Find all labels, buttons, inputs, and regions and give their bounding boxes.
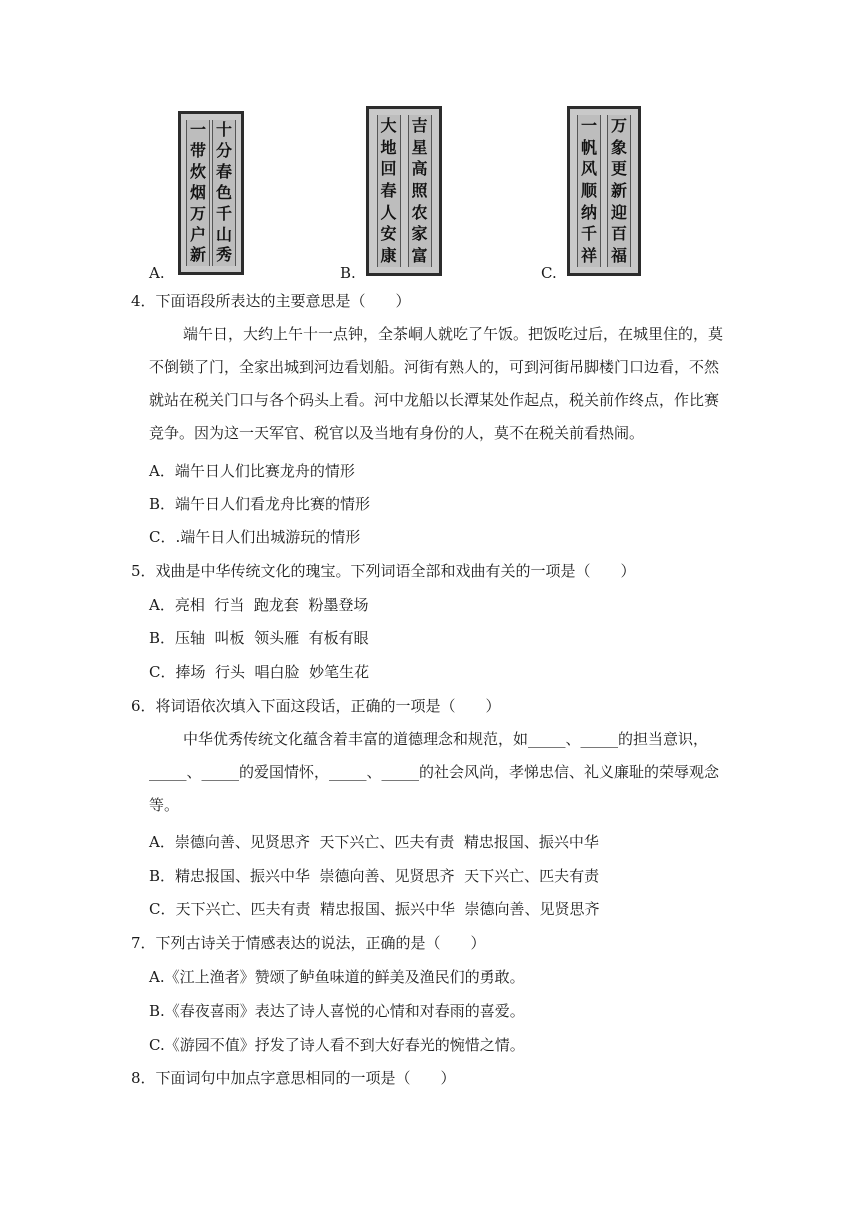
couplet-character: 百	[610, 224, 627, 244]
couplet-character: 地	[380, 137, 397, 157]
couplet-left-strip	[577, 115, 601, 267]
q5-option-c: C．捧场 行头 唱白脸 妙笔生花	[149, 663, 370, 681]
couplet-character: 千	[215, 203, 232, 223]
q7-option-b: B.《春夜喜雨》表达了诗人喜悦的心情和对春雨的喜爱。	[149, 1002, 525, 1020]
q6-option-b: B．精忠报国、振兴中华 崇德向善、见贤思齐 天下兴亡、匹夫有责	[149, 867, 600, 885]
q6-option-a: A．崇德向善、见贤思齐 天下兴亡、匹夫有责 精忠报国、振兴中华	[149, 833, 599, 851]
couplet-image-a	[178, 111, 244, 275]
q6-option-c: C．天下兴亡、匹夫有责 精忠报国、振兴中华 崇德向善、见贤思齐	[149, 900, 600, 918]
couplet-character: 万	[189, 203, 206, 223]
q5-option-a: A．亮相 行当 跑龙套 粉墨登场	[149, 596, 369, 614]
couplet-character: 十	[215, 120, 232, 140]
couplet-character: 万	[610, 115, 627, 135]
couplet-character: 帆	[580, 137, 597, 157]
q4-stem: 4．下面语段所表达的主要意思是（ ）	[131, 292, 411, 310]
q6-stem: 6．将词语依次填入下面这段话，正确的一项是（ ）	[131, 697, 501, 715]
couplet-character: 象	[610, 137, 627, 157]
couplet-right-strip	[408, 115, 432, 267]
q4-passage: 端午日，大约上午十一点钟，全茶峒人就吃了午饭。把饭吃过后，在城里住的，莫不倒锁了门，全家出城到河边看划船。河街有熟人的，可到河街吊脚楼门口边看，不然就站在税关门口与各个码头上看。河中龙船以长潭某处作起点，税关前作终点，作比赛竞争。因为这一天军官、税官以及当地有身份的人，莫不在税关前看热闹。	[149, 325, 724, 442]
couplet-character: 迎	[610, 202, 627, 222]
couplet-character: 春	[380, 180, 397, 200]
couplet-character: 新	[189, 245, 206, 265]
couplet-character: 更	[610, 159, 627, 179]
couplet-character: 一	[189, 120, 206, 140]
q8-stem: 8．下面词句中加点字意思相同的一项是（ ）	[131, 1069, 456, 1087]
couplet-right-strip	[212, 120, 236, 266]
couplet-character: 户	[189, 224, 206, 244]
couplet-character: 富	[411, 246, 428, 266]
couplet-left-strip	[377, 115, 401, 267]
q4-option-a: A．端午日人们比赛龙舟的情形	[149, 462, 355, 480]
couplet-character: 星	[411, 137, 428, 157]
couplet-character: 千	[580, 224, 597, 244]
couplet-character: 风	[580, 159, 597, 179]
couplet-character: 照	[411, 180, 428, 200]
couplet-character: 大	[380, 115, 397, 135]
option-label-c: C.	[541, 264, 557, 282]
q7-option-a: A.《江上渔者》赞颂了鲈鱼味道的鲜美及渔民们的勇敢。	[149, 968, 525, 986]
couplet-character: 福	[610, 246, 627, 266]
couplet-character: 顺	[580, 180, 597, 200]
couplet-character: 烟	[189, 182, 206, 202]
q4-option-b: B．端午日人们看龙舟比赛的情形	[149, 495, 371, 513]
couplet-character: 农	[411, 202, 428, 222]
couplet-character: 人	[380, 202, 397, 222]
q5-stem: 5．戏曲是中华传统文化的瑰宝。下列词语全部和戏曲有关的一项是（ ）	[131, 562, 636, 580]
couplet-left-strip	[186, 120, 210, 266]
q7-stem: 7．下列古诗关于情感表达的说法，正确的是（ ）	[131, 934, 486, 952]
couplet-character: 春	[215, 162, 232, 182]
couplet-character: 家	[411, 224, 428, 244]
q4-option-c: C．.端午日人们出城游玩的情形	[149, 528, 361, 546]
couplet-character: 安	[380, 224, 397, 244]
couplet-image-b	[366, 106, 442, 276]
couplet-character: 祥	[580, 246, 597, 266]
couplet-character: 秀	[215, 245, 232, 265]
q6-passage: 中华优秀传统文化蕴含着丰富的道德理念和规范，如_____、_____的担当意识，_____、_____的爱国情怀，_____、_____的社会风尚，孝悌忠信、礼义廉耻的荣辱观念等。	[149, 730, 720, 814]
couplet-character: 康	[380, 246, 397, 266]
couplet-character: 山	[215, 224, 232, 244]
couplet-character: 色	[215, 182, 232, 202]
couplet-character: 吉	[411, 115, 428, 135]
couplet-character: 一	[580, 115, 597, 135]
couplet-character: 高	[411, 159, 428, 179]
couplet-character: 纳	[580, 202, 597, 222]
couplet-character: 回	[380, 159, 397, 179]
couplet-character: 炊	[189, 162, 206, 182]
option-label-a: A.	[149, 264, 165, 282]
option-label-b: B.	[340, 264, 356, 282]
couplet-right-strip	[607, 115, 631, 267]
q5-option-b: B．压轴 叫板 领头雁 有板有眼	[149, 629, 369, 647]
couplet-character: 带	[189, 141, 206, 161]
couplet-character: 分	[215, 141, 232, 161]
couplet-character: 新	[610, 180, 627, 200]
q7-option-c: C.《游园不值》抒发了诗人看不到大好春光的惋惜之情。	[149, 1036, 525, 1054]
couplet-image-c	[567, 106, 641, 276]
